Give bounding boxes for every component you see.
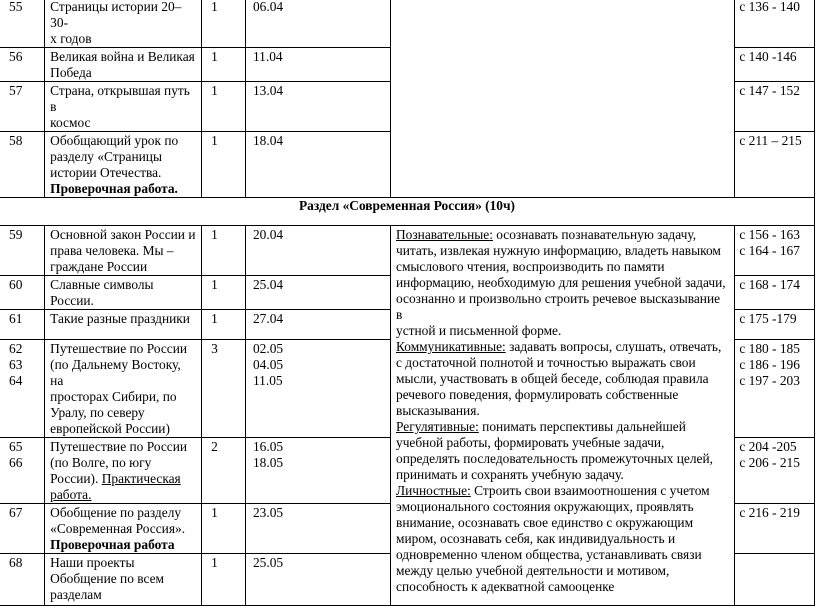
competencies-cell-empty xyxy=(391,0,735,198)
lesson-date: 23.05 xyxy=(245,504,390,554)
lesson-number: 59 xyxy=(0,226,45,276)
textbook-pages xyxy=(735,554,815,606)
lesson-topic: Обобщающий урок по разделу «Страницы истории Отечества. Проверочная работа. xyxy=(45,132,202,198)
table-row xyxy=(0,0,815,48)
competencies-cell: Познавательные: осознавать познавательную задачу, читать, извлекая нужную информацию, владеть навыком смыслового чтения, воспроизводить по памяти информацию, необходимую для решения учебной задачи, осознанно и произвольно строить речевое высказывание в устной и письменной форме. Коммуникативные: задавать вопросы, слушать, отвечать, с достаточной полнотой и точностью выражать свои мысли, участвовать в общей беседе, соблюдая правила речевого поведения, формулировать собственные высказывания. Регулятивные: понимать перспективы дальнейшей учебной работы, формировать учебные задачи, определять последовательность промежуточных целей, принимать и сохранять учебную задачу. Личностные: Строить свои взаимоотношения с учетом эмоционального состояния окружающих, проявлять внимание, осознавать свое единство с окружающим миром, осознавать себя, как индивидуальность и одновременно членом общества, устанавливать связи между целью учебной деятельности и мотивом, способность к адекватной самооценке xyxy=(391,226,735,606)
lesson-date: 20.04 xyxy=(245,226,390,276)
lesson-hours: 1 xyxy=(202,276,246,310)
textbook-pages: с 136 - 140 xyxy=(735,0,815,48)
lesson-hours: 3 xyxy=(202,340,246,438)
textbook-pages: с 204 -205 с 206 - 215 xyxy=(735,438,815,504)
lesson-topic: Наши проекты Обобщение по всем разделам xyxy=(45,554,202,606)
lesson-date: 25.05 xyxy=(245,554,390,606)
lesson-date: 02.05 04.05 11.05 xyxy=(245,340,390,438)
lesson-number: 68 xyxy=(0,554,45,606)
lesson-hours: 2 xyxy=(202,438,246,504)
textbook-pages: с 168 - 174 xyxy=(735,276,815,310)
lesson-date: 13.04 xyxy=(245,82,390,132)
lesson-topic: Путешествие по России (по Дальнему Востоку, на просторах Сибири, по Уралу, по северу европейской России) xyxy=(45,340,202,438)
personal-label: Личностные: xyxy=(396,483,471,498)
section-title: Раздел «Современная Россия» (10ч) xyxy=(0,198,815,226)
lesson-hours: 1 xyxy=(202,48,246,82)
lesson-hours: 1 xyxy=(202,82,246,132)
lesson-topic: Путешествие по России (по Волге, по югу России). Практическая работа. xyxy=(45,438,202,504)
textbook-pages: с 156 - 163 с 164 - 167 xyxy=(735,226,815,276)
textbook-pages: с 147 - 152 xyxy=(735,82,815,132)
lesson-number: 61 xyxy=(0,310,45,340)
lesson-topic: Великая война и Великая Победа xyxy=(45,48,202,82)
textbook-pages: с 180 - 185 с 186 - 196 с 197 - 203 xyxy=(735,340,815,438)
lesson-topic: Такие разные праздники xyxy=(45,310,202,340)
textbook-pages: с 175 -179 xyxy=(735,310,815,340)
communicative-label: Коммуникативные: xyxy=(396,339,506,354)
practical-work-link: Практическая xyxy=(101,471,181,486)
lesson-number: 60 xyxy=(0,276,45,310)
lesson-number: 55 xyxy=(0,0,45,48)
section-header-row xyxy=(0,198,815,226)
lesson-number: 65 66 xyxy=(0,438,45,504)
lesson-number: 62 63 64 xyxy=(0,340,45,438)
lesson-date: 16.05 18.05 xyxy=(245,438,390,504)
lesson-number: 56 xyxy=(0,48,45,82)
lesson-date: 25.04 xyxy=(245,276,390,310)
lesson-hours: 1 xyxy=(202,504,246,554)
lesson-topic: Славные символы России. xyxy=(45,276,202,310)
lesson-hours: 1 xyxy=(202,226,246,276)
lesson-date: 18.04 xyxy=(245,132,390,198)
regulatory-label: Регулятивные: xyxy=(396,419,479,434)
lesson-hours: 1 xyxy=(202,554,246,606)
lesson-number: 57 xyxy=(0,82,45,132)
lesson-number: 58 xyxy=(0,132,45,198)
table-row xyxy=(0,226,815,276)
cognitive-label: Познавательные: xyxy=(396,227,493,242)
lesson-hours: 1 xyxy=(202,310,246,340)
lesson-topic: Страна, открывшая путь в космос xyxy=(45,82,202,132)
lesson-date: 27.04 xyxy=(245,310,390,340)
lesson-hours: 1 xyxy=(202,0,246,48)
textbook-pages: с 211 – 215 xyxy=(735,132,815,198)
lesson-topic: Основной закон России и права человека. Мы – граждане России xyxy=(45,226,202,276)
lesson-hours: 1 xyxy=(202,132,246,198)
lesson-number: 67 xyxy=(0,504,45,554)
lesson-date: 06.04 xyxy=(245,0,390,48)
textbook-pages: с 216 - 219 xyxy=(735,504,815,554)
lesson-topic: Обобщение по разделу «Современная Россия». Проверочная работа xyxy=(45,504,202,554)
lesson-topic: Страницы истории 20–30- х годов xyxy=(45,0,202,48)
textbook-pages: с 140 -146 xyxy=(735,48,815,82)
lesson-date: 11.04 xyxy=(245,48,390,82)
